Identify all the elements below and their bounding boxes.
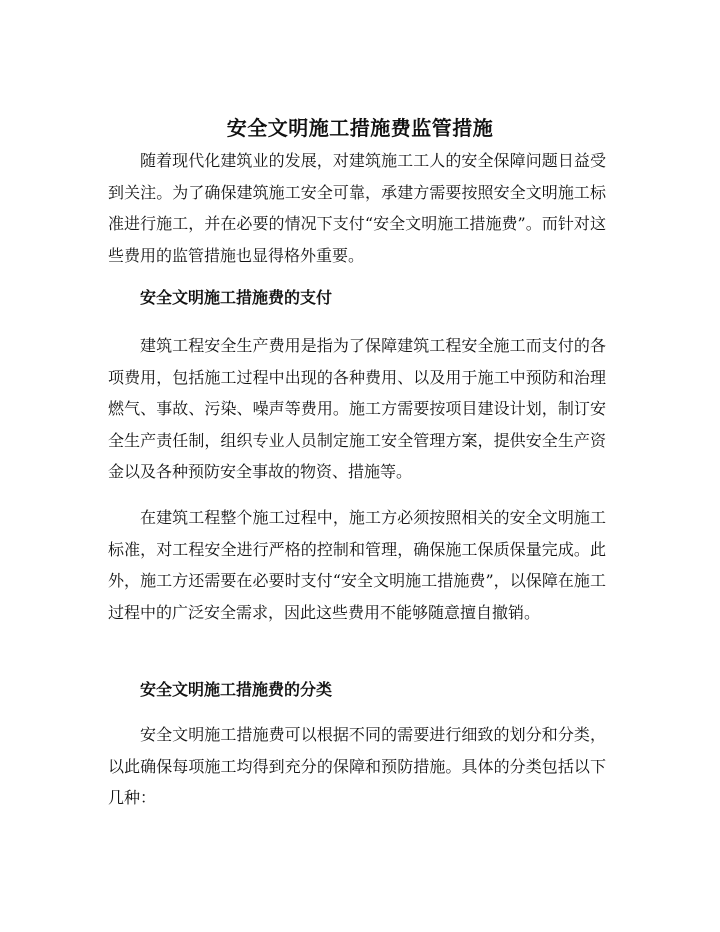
payment-paragraph-2: 在建筑工程整个施工过程中，施工方必须按照相关的安全文明施工标准，对工程安全进行严格的控制和管理，确保施工保质保量完成。此外，施工方还需要在必要时支付“安全文明施工措施费”，以保障在施工过程中的广泛安全需求，因此这些费用不能够随意擅自撤销。	[108, 508, 606, 622]
section-heading-classification: 安全文明施工措施费的分类	[140, 680, 333, 699]
section-heading-payment: 安全文明施工措施费的支付	[140, 288, 333, 307]
payment-paragraph-1: 建筑工程安全生产费用是指为了保障建筑工程安全施工而支付的各项费用，包括施工过程中出现的各种费用、以及用于施工中预防和治理燃气、事故、污染、噪声等费用。施工方需要按项目建设计划，制订安全生产责任制，组织专业人员制定施工安全管理方案，提供安全生产资金以及各种预防安全事故的物资、措施等。	[108, 336, 606, 481]
intro-paragraph: 随着现代化建筑业的发展，对建筑施工工人的安全保障问题日益受到关注。为了确保建筑施工安全可靠，承建方需要按照安全文明施工标准进行施工，并在必要的情况下支付“安全文明施工措施费”。而针对这些费用的监管措施也显得格外重要。	[108, 151, 606, 265]
classification-paragraph: 安全文明施工措施费可以根据不同的需要进行细致的划分和分类，以此确保每项施工均得到充分的保障和预防措施。具体的分类包括以下几种：	[108, 725, 606, 807]
document-title: 安全文明施工措施费监管措施	[226, 116, 494, 140]
